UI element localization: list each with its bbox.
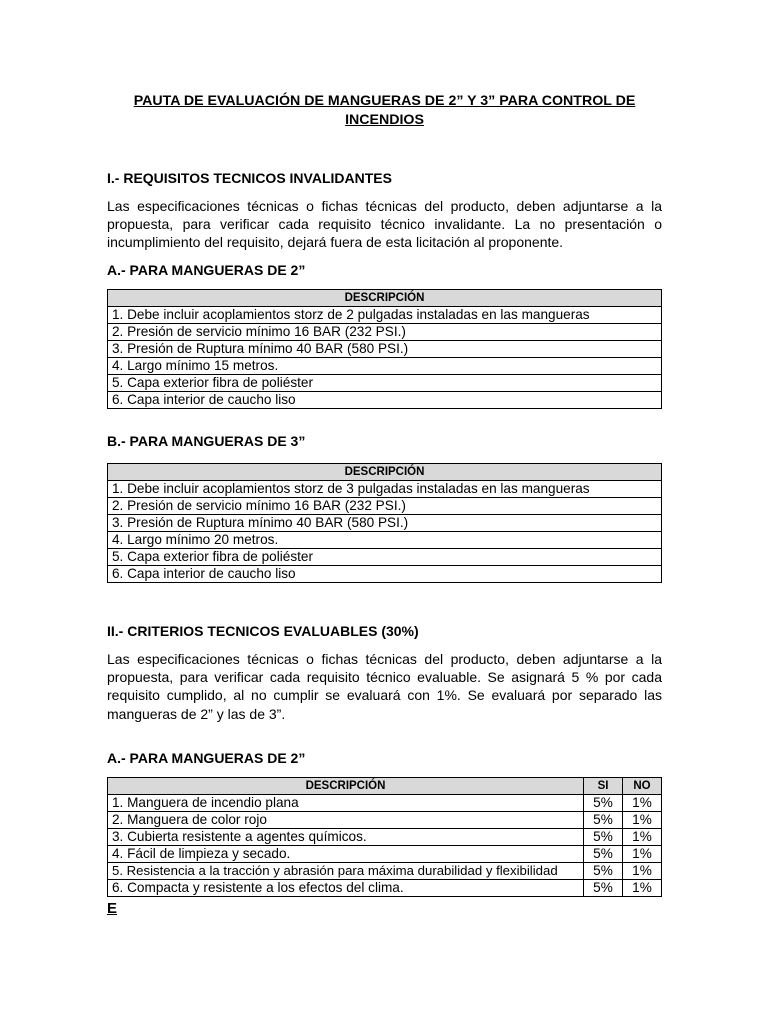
table-row xyxy=(108,880,662,897)
trailing-mark: E xyxy=(107,900,118,917)
table-cell-description: 4. Fácil de limpieza y secado. xyxy=(108,846,584,863)
section2-subA-heading: A.- PARA MANGUERAS DE 2” xyxy=(107,750,306,766)
requirements-table-2in xyxy=(107,289,662,409)
table-cell: 4. Largo mínimo 20 metros. xyxy=(108,532,662,549)
table-cell: 5. Capa exterior fibra de poliéster xyxy=(108,375,662,392)
table-cell: 1. Debe incluir acoplamientos storz de 3 pulgadas instaladas en las mangueras xyxy=(108,481,662,498)
requirements-table-3in xyxy=(107,463,662,583)
section1-heading: I.- REQUISITOS TECNICOS INVALIDANTES xyxy=(107,170,392,186)
table-cell-si: 5% xyxy=(584,829,623,846)
table-cell-description: 5. Resistencia a la tracción y abrasión para máxima durabilidad y flexibilidad xyxy=(108,863,584,880)
table-row xyxy=(108,566,662,583)
table-cell-si: 5% xyxy=(584,880,623,897)
table-cell-si: 5% xyxy=(584,812,623,829)
table-cell: 2. Presión de servicio mínimo 16 BAR (232 PSI.) xyxy=(108,324,662,341)
table-cell: 4. Largo mínimo 15 metros. xyxy=(108,358,662,375)
table-cell: 6. Capa interior de caucho liso xyxy=(108,566,662,583)
table-row xyxy=(108,498,662,515)
table-cell-si: 5% xyxy=(584,795,623,812)
table-cell: 3. Presión de Ruptura mínimo 40 BAR (580 PSI.) xyxy=(108,341,662,358)
table-cell: 6. Capa interior de caucho liso xyxy=(108,392,662,409)
table-row xyxy=(108,795,662,812)
table-row xyxy=(108,829,662,846)
table-row xyxy=(108,515,662,532)
table-cell-no: 1% xyxy=(623,863,662,880)
table-cell: 5. Capa exterior fibra de poliéster xyxy=(108,549,662,566)
section1-subA-heading: A.- PARA MANGUERAS DE 2” xyxy=(107,262,306,278)
table-row xyxy=(108,307,662,324)
table-cell-si: 5% xyxy=(584,846,623,863)
document-title: PAUTA DE EVALUACIÓN DE MANGUERAS DE 2” Y 3” PARA CONTROL DE INCENDIOS xyxy=(133,93,636,128)
table-row xyxy=(108,324,662,341)
table-row xyxy=(108,812,662,829)
table-row xyxy=(108,846,662,863)
column-header-description: DESCRIPCIÓN xyxy=(108,464,662,481)
table-cell-description: 6. Compacta y resistente a los efectos del clima. xyxy=(108,880,584,897)
section2-paragraph: Las especificaciones técnicas o fichas técnicas del producto, deben adjuntarse a la propuesta, para verificar cada requisito técnico evaluable. Se asignará 5 % por cada requisito cumplido, al no cumplir se evaluará con 1%. Se evaluará por separado las mangueras de 2” y las de 3”. xyxy=(107,651,662,722)
table-cell-no: 1% xyxy=(623,829,662,846)
evaluation-table-2in xyxy=(107,777,662,897)
table-cell: 1. Debe incluir acoplamientos storz de 2 pulgadas instaladas en las mangueras xyxy=(108,307,662,324)
table-cell-description: 1. Manguera de incendio plana xyxy=(108,795,584,812)
table-cell: 3. Presión de Ruptura mínimo 40 BAR (580 PSI.) xyxy=(108,515,662,532)
table-row xyxy=(108,358,662,375)
table-row xyxy=(108,481,662,498)
table-cell-no: 1% xyxy=(623,812,662,829)
table-cell-description: 3. Cubierta resistente a agentes químicos. xyxy=(108,829,584,846)
table-cell: 2. Presión de servicio mínimo 16 BAR (232 PSI.) xyxy=(108,498,662,515)
table-row xyxy=(108,863,662,880)
column-header-description: DESCRIPCIÓN xyxy=(108,290,662,307)
table-row xyxy=(108,392,662,409)
column-header-description: DESCRIPCIÓN xyxy=(108,778,584,795)
table-row xyxy=(108,532,662,549)
table-cell-no: 1% xyxy=(623,880,662,897)
table-cell-no: 1% xyxy=(623,795,662,812)
table-row xyxy=(108,375,662,392)
table-cell-description: 2. Manguera de color rojo xyxy=(108,812,584,829)
column-header-no: NO xyxy=(623,778,662,795)
section1-subB-heading: B.- PARA MANGUERAS DE 3” xyxy=(107,433,306,449)
table-row xyxy=(108,341,662,358)
section1-paragraph: Las especificaciones técnicas o fichas técnicas del producto, deben adjuntarse a la propuesta, para verificar cada requisito técnico invalidante. La no presentación o incumplimiento del requisito, dejará fuera de esta licitación al proponente. xyxy=(107,198,662,251)
table-cell-si: 5% xyxy=(584,863,623,880)
column-header-si: SI xyxy=(584,778,623,795)
section2-heading: II.- CRITERIOS TECNICOS EVALUABLES (30%) xyxy=(107,623,419,639)
table-row xyxy=(108,549,662,566)
table-cell-no: 1% xyxy=(623,846,662,863)
